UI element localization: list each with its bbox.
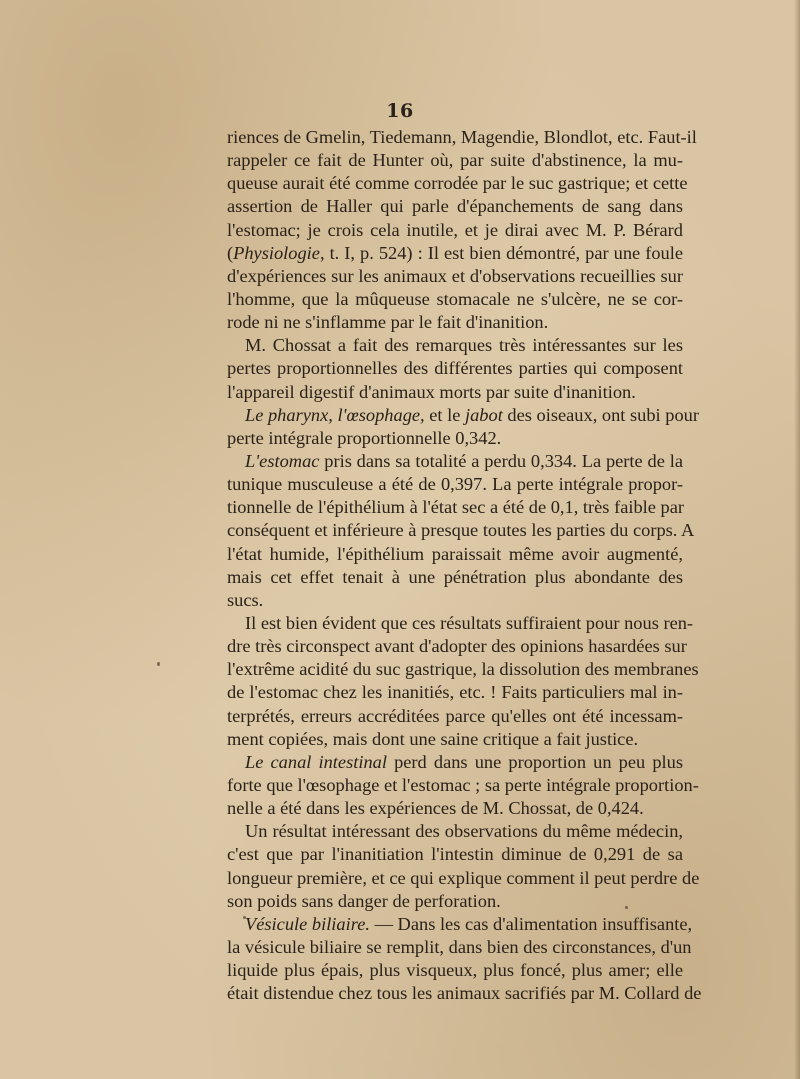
text-line: Le pharynx, l'œsophage, et le jabot des oiseaux, ont subi pour: [245, 404, 699, 425]
page-edge-shadow: [794, 0, 800, 1079]
text-line: rode ni ne s'inflamme par le fait d'inanition.: [227, 312, 549, 333]
text-line: perte intégrale proportionnelle 0,342.: [227, 427, 502, 448]
text-line: rappeler ce fait de Hunter où, par suite d'abstinence, la mu-: [227, 150, 683, 171]
text-line: l'homme, que la mûqueuse stomacale ne s'ulcère, ne se cor-: [227, 288, 683, 309]
text-line: l'appareil digestif d'animaux morts par suite d'inanition.: [227, 381, 636, 402]
text-line: était distendue chez tous les animaux sacrifiés par M. Collard de: [227, 983, 702, 1004]
text-line: liquide plus épais, plus visqueux, plus foncé, plus amer; elle: [227, 960, 683, 981]
text-line: son poids sans danger de perforation.: [227, 890, 501, 911]
text-line: sucs.: [227, 589, 264, 610]
text-line: c'est que par l'inanitiation l'intestin diminue de 0,291 de sa: [227, 844, 683, 865]
text-line: Vésicule biliaire. — Dans les cas d'alimentation insuffisante,: [245, 913, 693, 934]
text-line: L'estomac pris dans sa totalité a perdu 0,334. La perte de la: [245, 450, 683, 471]
text-line: ment copiées, mais dont une saine critique a fait justice.: [227, 728, 639, 749]
text-line: d'expériences sur les animaux et d'observations recueillies sur: [227, 265, 683, 286]
text-line: Un résultat intéressant des observations du même médecin,: [245, 821, 683, 842]
text-line: pertes proportionnelles des différentes parties qui composent: [227, 358, 683, 379]
text-line: queuse aurait été comme corrodée par le suc gastrique; et cette: [227, 173, 688, 194]
text-line: terprétés, erreurs accréditées parce qu'elles ont été incessam-: [227, 705, 683, 726]
text-line: dre très circonspect avant d'adopter des opinions hasardées sur: [227, 636, 687, 657]
text-line: nelle a été dans les expériences de M. Chossat, de 0,424.: [227, 798, 644, 819]
text-line: tunique musculeuse a été de 0,397. La perte intégrale propor-: [227, 474, 683, 495]
text-line: forte que l'œsophage et l'estomac ; sa perte intégrale proportion-: [227, 774, 699, 795]
text-line: assertion de Haller qui parle d'épanchements de sang dans: [227, 196, 683, 217]
text-line: de l'estomac chez les inanitiés, etc. ! Faits particuliers mal in-: [227, 682, 683, 703]
text-line: Il est bien évident que ces résultats suffiraient pour nous ren-: [245, 612, 694, 633]
text-line: riences de Gmelin, Tiedemann, Magendie, Blondlot, etc. Faut-il: [227, 127, 697, 147]
text-line: longueur première, et ce qui explique comment il peut perdre de: [227, 867, 700, 888]
text-line: M. Chossat a fait des remarques très intéressantes sur les: [245, 335, 683, 356]
text-line: Le canal intestinal perd dans une proportion un peu plus: [245, 751, 683, 772]
text-line: conséquent et inférieure à presque toutes les parties du corps. A: [227, 520, 695, 541]
text-line: l'extrême acidité du suc gastrique, la dissolution des membranes: [227, 659, 699, 680]
text-line: mais cet effet tenait à une pénétration plus abondante des: [227, 566, 683, 587]
text-line: la vésicule biliaire se remplit, dans bien des circonstances, d'un: [227, 936, 692, 957]
text-line: l'état humide, l'épithélium paraissait même avoir augmenté,: [227, 543, 683, 564]
text-line: tionnelle de l'épithélium à l'état sec a été de 0,1, très faible par: [227, 497, 685, 518]
text-line: l'estomac; je crois cela inutile, et je dirai avec M. P. Bérard: [227, 219, 683, 240]
page-number: 16: [386, 100, 414, 122]
body-text: [227, 126, 702, 1005]
ink-spot: [157, 662, 160, 666]
text-line: (Physiologie, t. I, p. 524) : Il est bien démontré, par une foule: [227, 242, 683, 263]
